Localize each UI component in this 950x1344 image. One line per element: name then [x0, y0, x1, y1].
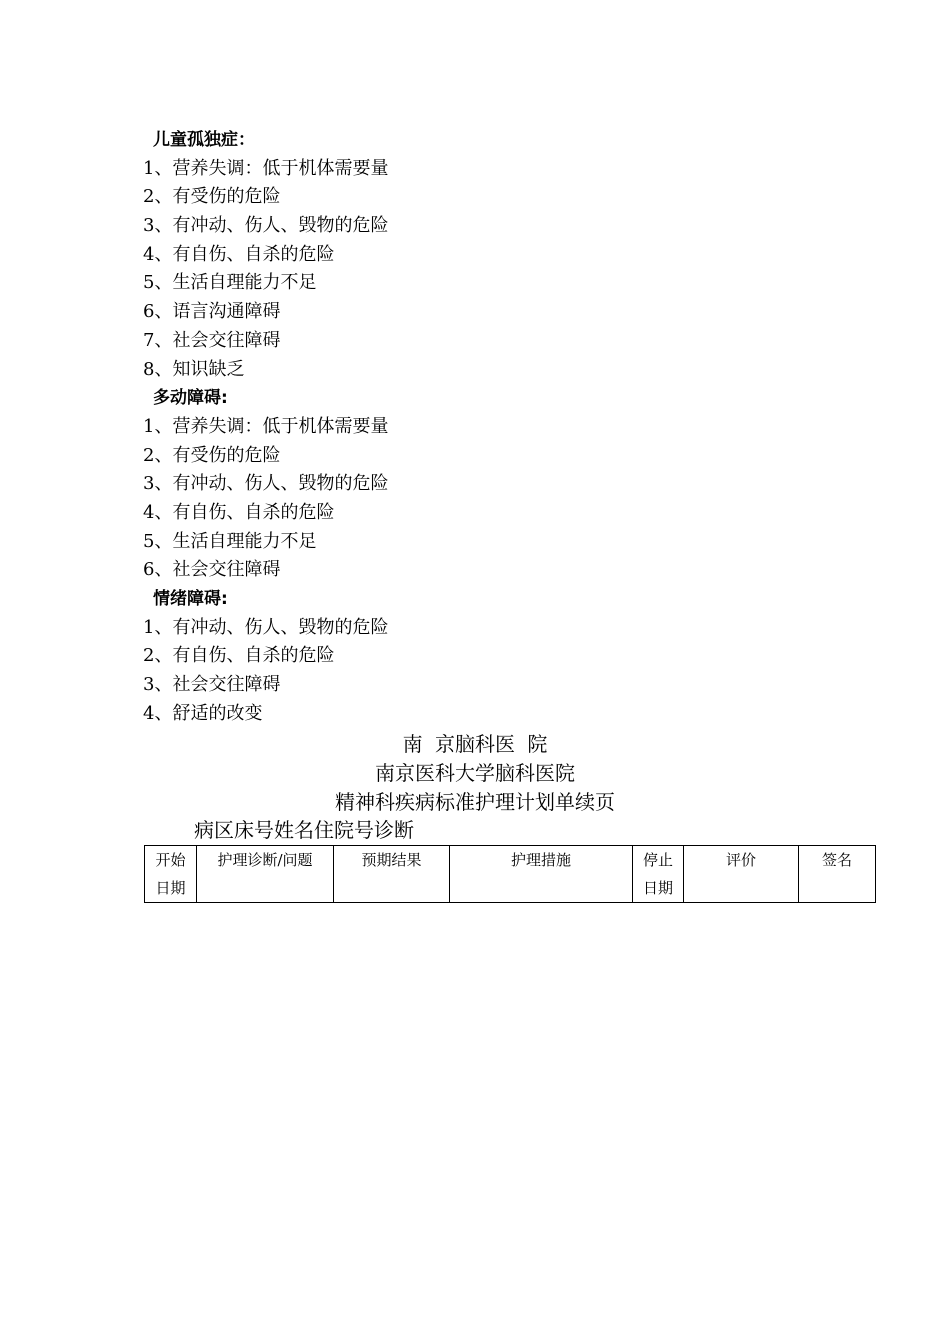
- header-expected-outcome: 预期结果: [334, 846, 450, 903]
- nursing-diagnosis-sections: [143, 126, 643, 728]
- list-item: 6、语言沟通障碍: [143, 301, 281, 323]
- hospital-name: 南 京脑科医 院: [402, 732, 548, 756]
- list-item: 2、有受伤的危险: [143, 444, 281, 466]
- table-header-row: [145, 846, 876, 903]
- list-item: 4、有自伤、自杀的危险: [143, 501, 335, 523]
- header-nursing-diagnosis: 护理诊断/问题: [197, 846, 334, 903]
- patient-info-line: 病区床号姓名住院号诊断: [194, 818, 414, 842]
- list-item: 5、生活自理能力不足: [143, 272, 317, 294]
- section-emotional-disorder: [143, 585, 643, 728]
- header-signature: 签名: [799, 846, 876, 903]
- list-item: 3、有冲动、伤人、毁物的危险: [143, 215, 389, 237]
- section-adhd: [143, 384, 643, 585]
- form-header: [0, 730, 950, 817]
- university-hospital-name: 南京医科大学脑科医院: [375, 761, 575, 785]
- list-item: 8、知识缺乏: [143, 358, 245, 380]
- list-item: 1、有冲动、伤人、毁物的危险: [143, 616, 389, 638]
- nursing-plan-table: [144, 845, 876, 903]
- list-item: 6、社会交往障碍: [143, 559, 281, 581]
- section-heading: 情绪障碍:: [153, 589, 228, 609]
- list-item: 1、营养失调：低于机体需要量: [143, 415, 389, 437]
- list-item: 4、舒适的改变: [143, 702, 263, 724]
- list-item: 2、有受伤的危险: [143, 186, 281, 208]
- list-item: 2、有自伤、自杀的危险: [143, 645, 335, 667]
- header-start-date: 开始 日期: [145, 846, 197, 903]
- header-evaluation: 评价: [684, 846, 799, 903]
- list-item: 5、生活自理能力不足: [143, 530, 317, 552]
- section-autism: [143, 126, 643, 384]
- list-item: 3、有冲动、伤人、毁物的危险: [143, 473, 389, 495]
- header-stop-date: 停止 日期: [633, 846, 684, 903]
- list-item: 7、社会交往障碍: [143, 329, 281, 351]
- header-nursing-measures: 护理措施: [450, 846, 633, 903]
- list-item: 1、营养失调：低于机体需要量: [143, 157, 389, 179]
- list-item: 3、社会交往障碍: [143, 674, 281, 696]
- list-item: 4、有自伤、自杀的危险: [143, 243, 335, 265]
- section-heading: 儿童孤独症：: [153, 130, 255, 150]
- form-title: 精神科疾病标准护理计划单续页: [335, 790, 615, 814]
- section-heading: 多动障碍:: [153, 388, 228, 409]
